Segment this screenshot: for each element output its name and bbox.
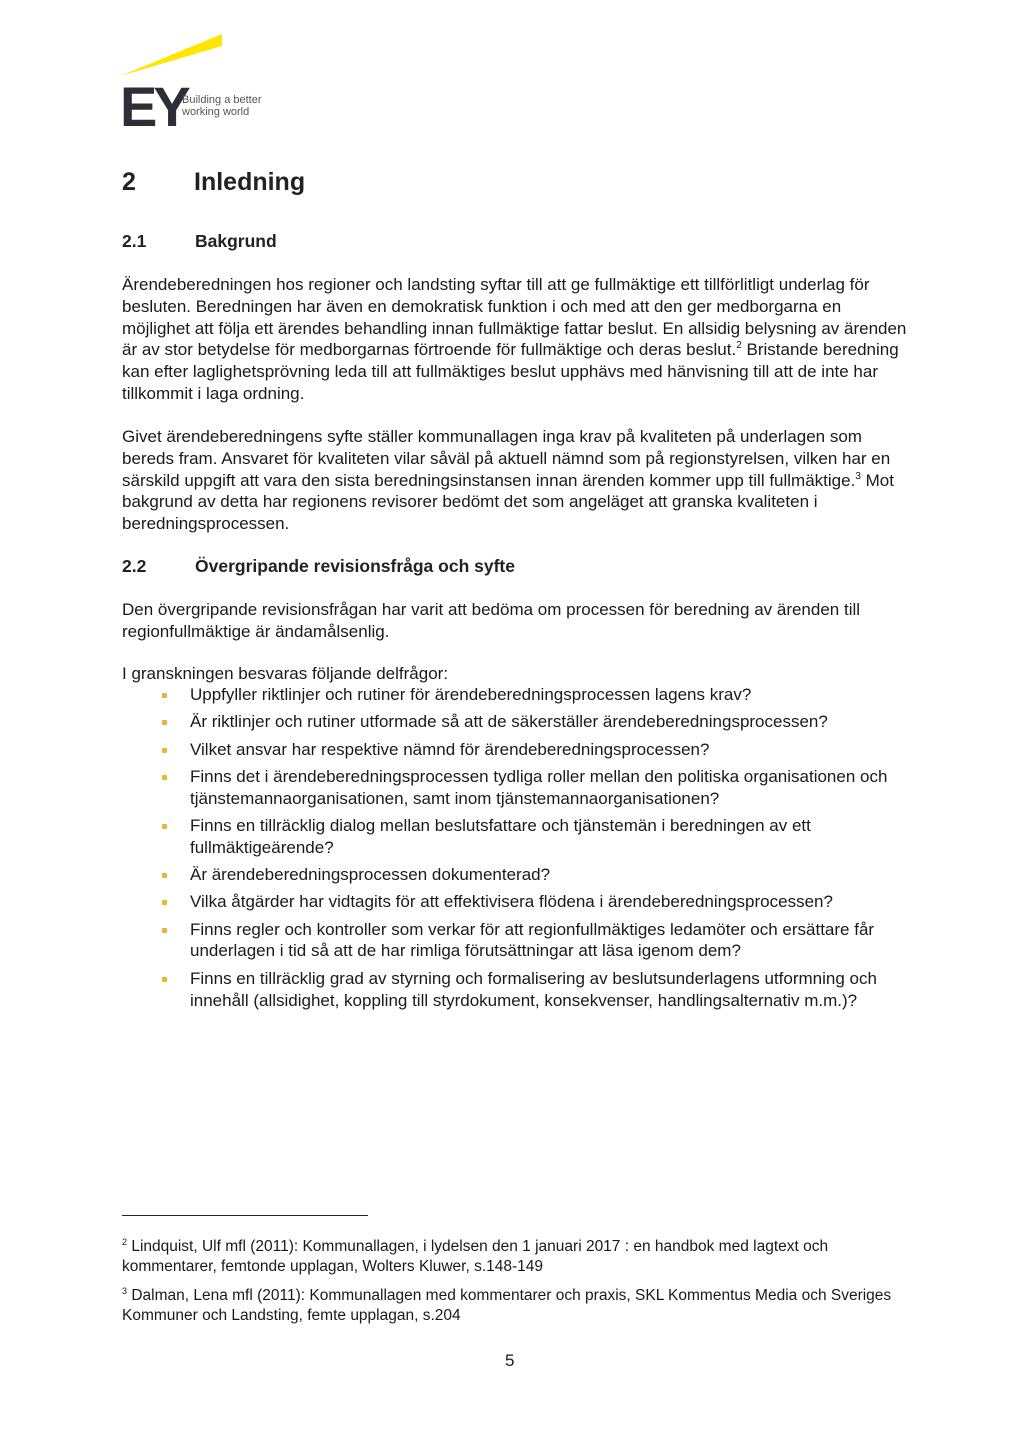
footnote-ref-2[interactable]: 2 (736, 340, 742, 352)
purpose-paragraph: Den övergripande revisionsfrågan har varit att bedöma om processen för beredning av ärenden till regionfullmäktige är ändamålsenlig. (122, 600, 861, 641)
chapter-number: 2 (122, 168, 136, 196)
list-item: Finns det i ärendeberedningsprocessen tydliga roller mellan den politiska organisationen och tjänstemannaorganisationen, samt inom tjänstemannaorganisationen? (122, 766, 912, 810)
footnote-ref-3[interactable]: 3 (855, 470, 861, 482)
ey-logo (120, 30, 300, 130)
chapter-title: Inledning (194, 168, 306, 196)
bullet-icon (162, 873, 167, 878)
bullet-icon (162, 775, 167, 780)
list-item: Finns regler och kontroller som verkar för att regionfullmäktiges ledamöter och ersättare får underlagen i tid så att de har rimliga förutsättningar att läsa igenom dem? (122, 919, 912, 963)
section-title: Övergripande revisionsfråga och syfte (195, 556, 515, 576)
section-heading-2-2 (122, 556, 515, 577)
svg-text:EY: EY (120, 75, 187, 130)
list-item: Finns en tillräcklig dialog mellan beslutsfattare och tjänstemän i beredningen av ett fullmäktigeärende? (122, 815, 912, 859)
list-item: Vilka åtgärder har vidtagits för att effektivisera flödena i ärendeberedningsprocessen? (122, 891, 912, 913)
bullet-icon (162, 928, 167, 933)
list-item: Är riktlinjer och rutiner utformade så att de säkerställer ärendeberedningsprocessen? (122, 711, 912, 733)
section-number: 2.2 (122, 556, 147, 576)
footnote-mark: 2 (122, 1237, 128, 1247)
section-title: Bakgrund (195, 231, 277, 251)
section-heading-2-1 (122, 231, 277, 252)
list-item: Finns en tillräcklig grad av styrning och formalisering av beslutsunderlagens utformning och innehåll (allsidighet, koppling till styrdokument, konsekvenser, handlingsalternativ m.m.)? (122, 968, 912, 1012)
background-paragraph-2: Givet ärendeberedningens syfte ställer kommunallagen inga krav på kvaliteten på underlagen som bereds fram. Ansvaret för kvaliteten vilar såväl på aktuell nämnd som på regionstyrelsen, vilken har en särskild uppgift att vara den sista beredningsinstansen innan ärenden kommer upp till fullmäktige.$^3$ Mot bakgrund av detta har regionens revisorer bedömt det som angeläget att granska kvaliteten i beredningsprocessen. (122, 427, 894, 534)
logo-tagline: Building a better working world (182, 94, 262, 118)
chapter-heading (122, 168, 305, 197)
footnote-2: $^2$ Lindquist, Ulf mfl (2011): Kommunallagen, i lydelsen den 1 januari 2017 : en handbok med lagtext och kommentarer, femtonde upplagan, Wolters Kluwer, s.148-149 (122, 1237, 829, 1275)
bullet-icon (162, 748, 167, 753)
questions-intro: I granskningen besvaras följande delfrågor: (122, 664, 449, 683)
list-item: Uppfyller riktlinjer och rutiner för ärendeberedningsprocessen lagens krav? (122, 684, 912, 706)
list-item: Är ärendeberedningsprocessen dokumenterad? (122, 864, 912, 886)
footnote-divider (122, 1215, 368, 1216)
sub-questions-list (122, 684, 912, 1017)
bullet-icon (162, 720, 167, 725)
footnote-3: $^3$ Dalman, Lena mfl (2011): Kommunallagen med kommentarer och praxis, SKL Kommentus Media och Sveriges Kommuner och Landsting, femte upplagan, s.204 (122, 1286, 892, 1324)
background-paragraph-1: Ärendeberedningen hos regioner och landsting syftar till att ge fullmäktige ett tillförlitligt underlag för besluten. Beredningen har även en demokratisk funktion i och med att den ger medborgarna en möjlighet att följa ett ärendes behandling innan fullmäktige fattar beslut. En allsidig belysning av ärenden är av stor betydelse för medborgarnas förtroende för fullmäktige och deras beslut.$^2$ Bristande beredning kan efter laglighetsprövning leda till att fullmäktiges beslut upphävs med hänvisning till att de inte har tillkommit i laga ordning. (122, 275, 907, 403)
bullet-icon (162, 900, 167, 905)
page-number: 5 (505, 1351, 515, 1370)
list-item: Vilket ansvar har respektive nämnd för ärendeberedningsprocessen? (122, 739, 912, 761)
section-number: 2.1 (122, 231, 147, 251)
bullet-icon (162, 693, 167, 698)
bullet-icon (162, 977, 167, 982)
bullet-icon (162, 824, 167, 829)
footnote-mark: 3 (122, 1286, 128, 1296)
